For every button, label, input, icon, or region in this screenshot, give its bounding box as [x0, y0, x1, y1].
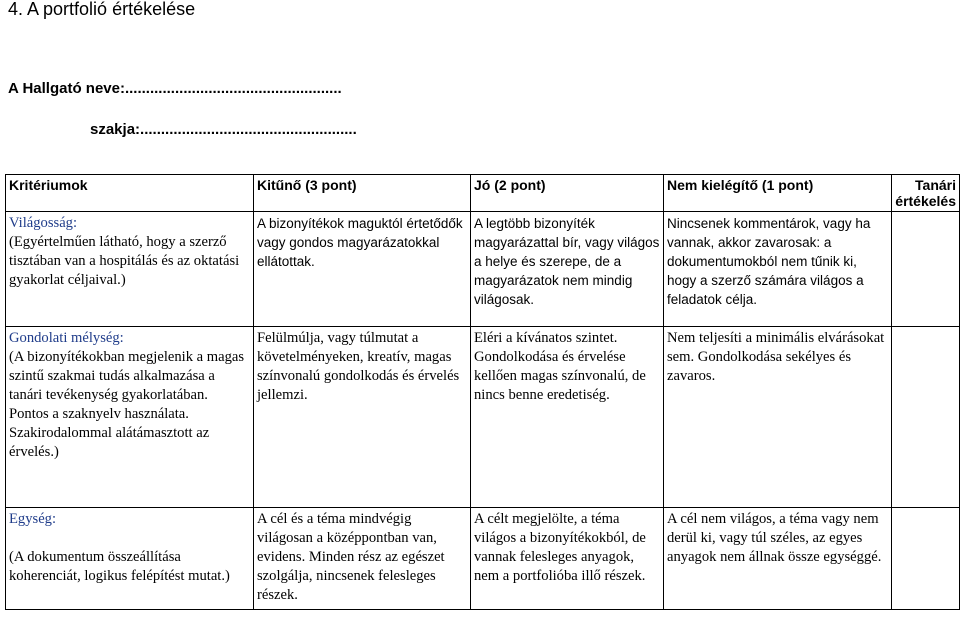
rubric-header-row	[6, 175, 960, 212]
header-teacher-evaluation: Tanári értékelés	[892, 175, 960, 212]
criterion-title: Világosság:	[9, 215, 78, 231]
criterion-cell	[6, 327, 254, 508]
rubric-table	[5, 174, 960, 610]
criterion-cell	[6, 508, 254, 610]
teacher-evaluation-cell[interactable]	[892, 212, 960, 327]
criterion-description: (A bizonyítékokban megjelenik a magas szintű szakmai tudás alkalmazása a tanári tevékenység gyakorlatában. Pontos a szaknyelv használata. Szakirodalommal alátámasztott az érvelés.)	[9, 349, 245, 460]
poor-cell: A cél nem világos, a téma vagy nem derül ki, vagy túl széles, az egyes anyagok nem állnak össze egységgé.	[664, 508, 892, 610]
header-criteria: Kritériumok	[6, 175, 254, 212]
teacher-evaluation-cell[interactable]	[892, 508, 960, 610]
good-cell: A célt megjelölte, a téma világos a bizonyítékokból, de vannak felesleges anyagok, nem a portfolióba illő részek.	[471, 508, 664, 610]
student-name-field: A Hallgató neve:....................................................	[8, 80, 342, 97]
criterion-title: Egység:	[9, 511, 57, 527]
header-good: Jó (2 pont)	[471, 175, 664, 212]
teacher-evaluation-cell[interactable]	[892, 327, 960, 508]
poor-cell: Nem teljesíti a minimális elvárásokat sem. Gondolkodása sekélyes és zavaros.	[664, 327, 892, 508]
student-major-field: szakja:....................................................	[90, 121, 357, 138]
spacer	[9, 529, 250, 548]
criterion-title: Gondolati mélység:	[9, 330, 124, 346]
header-excellent: Kitűnő (3 pont)	[254, 175, 471, 212]
excellent-cell: A cél és a téma mindvégig világosan a középpontban van, evidens. Minden rész az egészet szolgálja, nincsenek felesleges részek.	[254, 508, 471, 610]
page-heading: 4. A portfolió értékelése	[8, 0, 196, 19]
excellent-cell: A bizonyítékok maguktól értetődők vagy gondos magyarázatokkal ellátottak.	[254, 212, 471, 327]
excellent-cell: Felülmúlja, vagy túlmutat a követelményeken, kreatív, magas színvonalú gondolkodás és érvelés jellemzi.	[254, 327, 471, 508]
table-row	[6, 508, 960, 610]
criterion-description: (Egyértelműen látható, hogy a szerző tisztában van a hospitálás és az oktatási gyakorlat céljaival.)	[9, 234, 240, 288]
good-cell: Eléri a kívánatos szintet. Gondolkodása és érvelése kellően magas színvonalú, de nincs benne eredetiség.	[471, 327, 664, 508]
good-cell: A legtöbb bizonyíték magyarázattal bír, vagy világos a helye és szerepe, de a magyarázatok nem mindig világosak.	[471, 212, 664, 327]
criterion-description: (A dokumentum összeállítása koherenciát, logikus felépítést mutat.)	[9, 549, 230, 584]
criterion-cell	[6, 212, 254, 327]
header-poor: Nem kielégítő (1 pont)	[664, 175, 892, 212]
poor-cell: Nincsenek kommentárok, vagy ha vannak, akkor zavarosak: a dokumentumokból nem tűnik ki, hogy a szerző számára világos a feladatok célja.	[664, 212, 892, 327]
table-row	[6, 212, 960, 327]
table-row	[6, 327, 960, 508]
